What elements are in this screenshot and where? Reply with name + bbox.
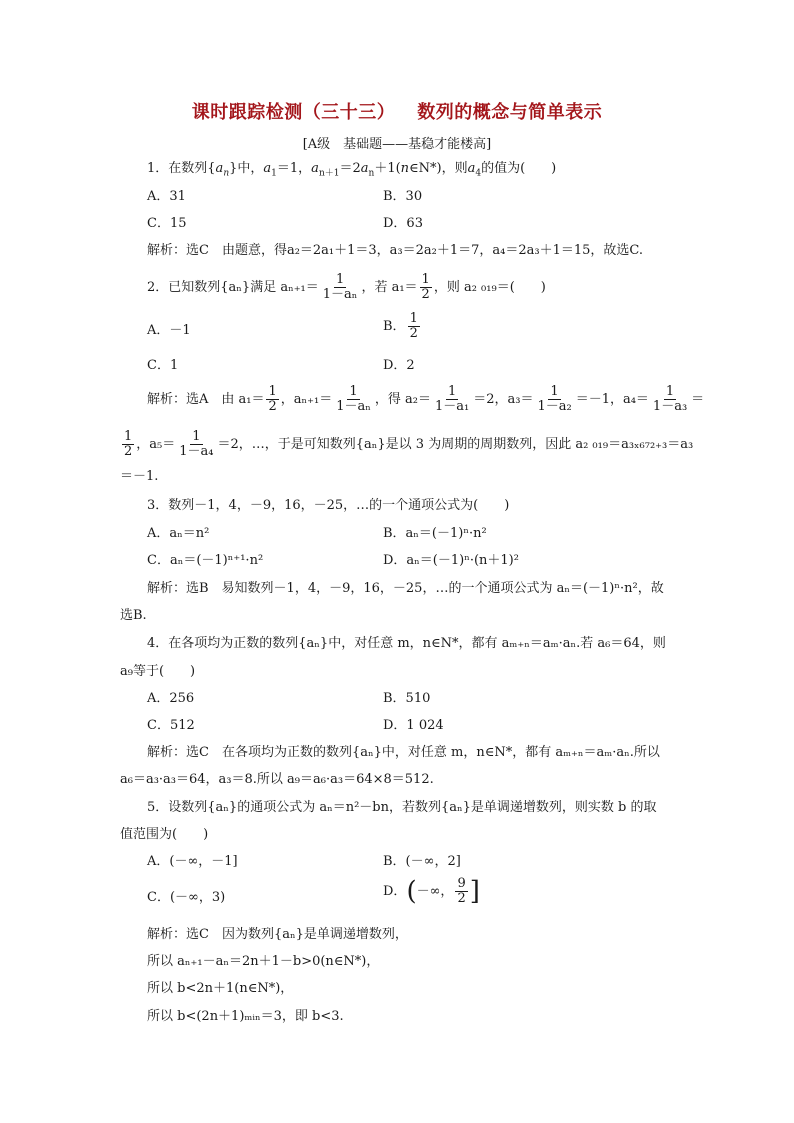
q1-option-c: C．15 [147, 216, 187, 231]
q2-option-d: D．2 [383, 358, 415, 373]
q4-analysis-line2: a₆＝a₃·a₃＝64，a₃＝8.所以 a₉＝a₆·a₃＝64×8＝512. [120, 772, 434, 787]
q3-analysis-line1: 解析：选B 易知数列－1，4，－9，16，－25，…的一个通项公式为 aₙ＝(－1)ⁿ·n²，故 [147, 581, 664, 596]
q2-option-a: A．－1 [147, 323, 191, 338]
q4-option-c: C．512 [147, 718, 195, 733]
q4-option-a: A．256 [147, 691, 195, 706]
q2-analysis-line2: $\frac{1}{2}$ ，a₅＝ $\frac{1}{\text{1－a₄}}$ ＝2，…，于是可知数列{aₙ}是以 3 为周期的周期数列，因此 a₂ ₀₁₉＝a₃ₓ₆₇₂₊₃＝a₃ [124, 429, 694, 459]
level-heading: [A级 基础题——基稳才能楼高] [302, 137, 492, 152]
q3-option-d: D．aₙ＝(－1)ⁿ·(n＋1)² [383, 553, 519, 568]
q5-stem-line1: 5．设数列{aₙ}的通项公式为 aₙ＝n²－bn，若数列{aₙ}是单调递增数列，则实数 b 的取 [147, 800, 657, 815]
q2-stem: 2．已知数列{aₙ}满足 aₙ₊₁＝ $\frac{1}{\text{1－aₙ}}$ ，若 a₁＝ $\frac{1}{2}$ ，则 a₂ ₀₁₉＝( ) [147, 272, 546, 302]
q3-option-b: B．aₙ＝(－1)ⁿ·n² [383, 526, 487, 541]
q1-stem: 1．在数列$\{a_n\}$中，$a_1=1$，$a_{n+1}=2a_n+1(n\in N*)$，则$a_4$的值为( ) [147, 161, 557, 179]
q5-option-b: B．(－∞，2] [383, 854, 461, 869]
title-part2: 数列的概念与简单表示 [417, 102, 603, 123]
q4-option-d: D．1 024 [383, 718, 444, 733]
q1-option-d: D．63 [383, 216, 423, 231]
q3-analysis-line2: 选B. [120, 608, 147, 623]
q3-option-c: C．aₙ＝(－1)ⁿ⁺¹·n² [147, 553, 264, 568]
q4-analysis-line1: 解析：选C 在各项均为正数的数列{aₙ}中，对任意 m，n∈N*，都有 aₘ₊ₙ＝aₘ·aₙ.所以 [147, 745, 660, 760]
q4-stem-line1: 4．在各项均为正数的数列{aₙ}中，对任意 m，n∈N*，都有 aₘ₊ₙ＝aₘ·aₙ.若 a₆＝64，则 [147, 636, 666, 651]
q3-option-a: A．aₙ＝n² [147, 526, 210, 541]
q3-stem: 3．数列－1，4，－9，16，－25，…的一个通项公式为( ) [147, 498, 510, 513]
q2-analysis-line3: ＝－1. [120, 469, 159, 484]
q5-option-c: C．(－∞，3) [147, 890, 226, 905]
q1-option-b: B．30 [383, 189, 423, 204]
q2-option-b: B． $\frac{1}{2}$ [383, 311, 418, 341]
q5-analysis-line4: 所以 b<(2n＋1)ₘᵢₙ＝3，即 b<3. [147, 1009, 344, 1024]
q4-stem-line2: a₉等于( ) [120, 664, 196, 679]
q4-option-b: B．510 [383, 691, 431, 706]
q1-option-a: A．31 [147, 189, 186, 204]
q1-analysis: 解析：选C 由题意，得a₂＝2a₁＋1＝3，a₃＝2a₂＋1＝7，a₄＝2a₃＋1＝15，故选C. [147, 243, 644, 258]
q5-analysis-line1: 解析：选C 因为数列{aₙ}是单调递增数列， [147, 927, 408, 942]
q5-analysis-line3: 所以 b<2n＋1(n∈N*)， [147, 981, 294, 996]
q5-stem-line2: 值范围为( ) [120, 827, 209, 842]
q5-option-d: D．(－∞， $\frac{9}{2}$ ] [383, 876, 480, 907]
title-part1: 课时跟踪检测（三十三） [191, 102, 396, 123]
q5-option-a: A．(－∞，－1] [147, 854, 238, 869]
q5-analysis-line2: 所以 aₙ₊₁－aₙ＝2n＋1－b>0(n∈N*)， [147, 954, 380, 969]
q2-analysis-line1: 解析：选A 由 a₁＝ $\frac{1}{2}$ ，aₙ₊₁＝ $\frac{1}{\text{1－aₙ}}$ ，得 a₂＝ $\frac{1}{\text{1－a₁}}$ ＝2，a₃＝ $\frac{1}{\text{1－a₂}}$ ＝－1，a₄＝ $\frac{1}{\text{1－a₃}}$ ＝ [147, 384, 705, 414]
q2-option-c: C．1 [147, 358, 179, 373]
page-title [0, 98, 794, 124]
